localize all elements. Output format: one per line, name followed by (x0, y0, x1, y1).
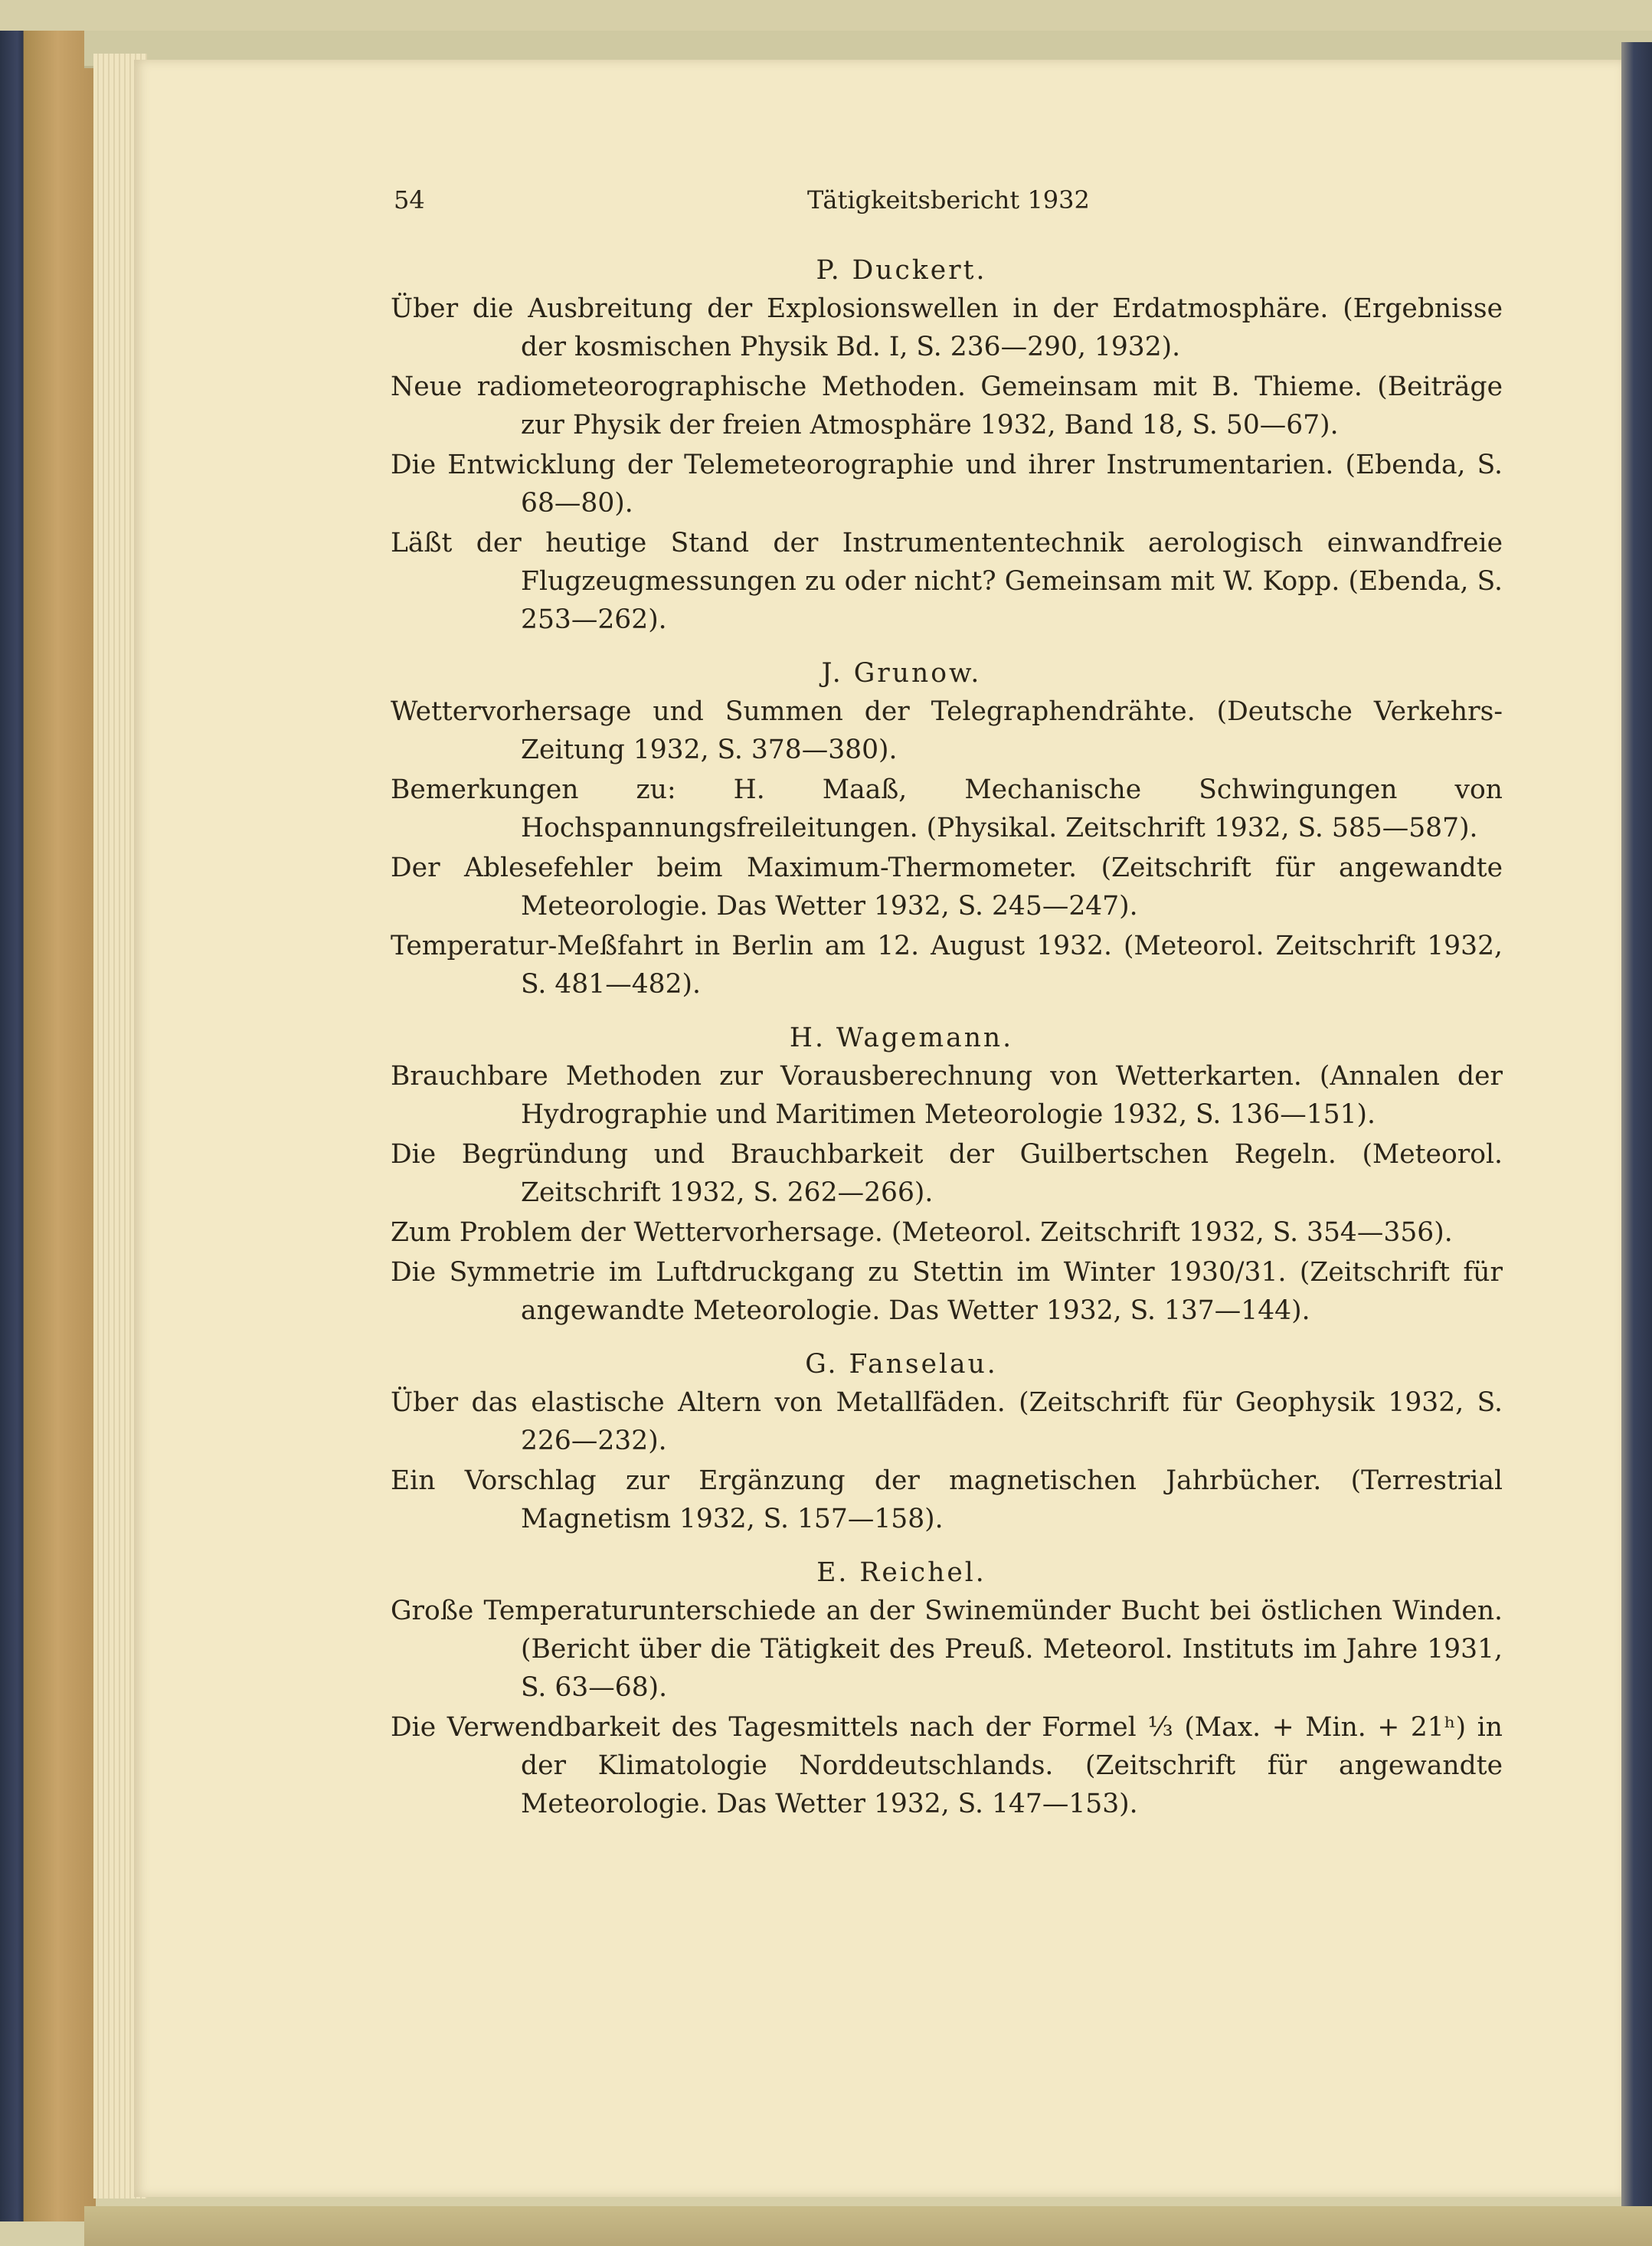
publication-entry: Die Entwicklung der Telemeteorographie und ihrer Instrumentarien. (Ebenda, S. 68—80). (391, 450, 1503, 519)
section-grunow (254, 654, 1503, 1003)
publication-entry: Ein Vorschlag zur Ergänzung der magnetischen Jahrbücher. (Terrestrial Magnetism 1932, S. 157—158). (391, 1465, 1503, 1534)
bibliography (254, 176, 1503, 1838)
author-heading: H. Wagemann. (789, 1023, 1014, 1053)
publication-entry: Brauchbare Methoden zur Vorausberechnung von Wetterkarten. (Annalen der Hydrographie und Maritimen Meteorologie 1932, S. 136—151). (391, 1061, 1503, 1130)
publication-entry: Wettervorhersage und Summen der Telegraphendrähte. (Deutsche Verkehrs-Zeitung 1932, S. 378—380). (391, 696, 1503, 765)
publication-entry: Die Verwendbarkeit des Tagesmittels nach der Formel ⅓ (Max. + Min. + 21ʰ) in der Klimatologie Norddeutschlands. (Zeitschrift für angewandte Meteorologie. Das Wetter 1932, S. 147—153). (391, 1712, 1503, 1819)
page-number: 54 (394, 185, 425, 214)
publication-entry: Bemerkungen zu: H. Maaß, Mechanische Schwingungen von Hochspannungsfreileitungen. (Physikal. Zeitschrift 1932, S. 585—587). (391, 774, 1503, 843)
section-reichel (254, 1554, 1503, 1823)
publication-entry: Läßt der heutige Stand der Instrumententechnik aerologisch einwandfreie Flugzeugmessungen zu oder nicht? Gemeinsam mit W. Kopp. (Ebenda, S. 253—262). (391, 528, 1503, 635)
author-heading: G. Fanselau. (805, 1349, 998, 1380)
book-cover-bottom (84, 2206, 1652, 2246)
publication-entry: Neue radiometeorographische Methoden. Gemeinsam mit B. Thieme. (Beiträge zur Physik der freien Atmosphäre 1932, Band 18, S. 50—67). (391, 372, 1503, 440)
publication-entry: Über das elastische Altern von Metallfäden. (Zeitschrift für Geophysik 1932, S. 226—232). (391, 1387, 1503, 1456)
book-cover-right (1621, 42, 1652, 2233)
publication-entry: Die Begründung und Brauchbarkeit der Guilbertschen Regeln. (Meteorol. Zeitschrift 1932, S. 262—266). (391, 1139, 1503, 1208)
section-fanselau (254, 1345, 1503, 1538)
publication-entry: Der Ablesefehler beim Maximum-Thermometer. (Zeitschrift für angewandte Meteorologie. Das Wetter 1932, S. 245—247). (391, 853, 1503, 922)
author-heading: J. Grunow. (821, 658, 982, 689)
publication-entry: Zum Problem der Wettervorhersage. (Meteorol. Zeitschrift 1932, S. 354—356). (391, 1217, 1453, 1248)
running-title: Tätigkeitsbericht 1932 (807, 185, 1090, 214)
publication-entry: Über die Ausbreitung der Explosionswellen in der Erdatmosphäre. (Ergebnisse der kosmischen Physik Bd. I, S. 236—290, 1932). (391, 293, 1503, 362)
book-cover-left (0, 31, 96, 2221)
publication-entry: Die Symmetrie im Luftdruckgang zu Stettin im Winter 1930/31. (Zeitschrift für angewandte Meteorologie. Das Wetter 1932, S. 137—144). (391, 1257, 1503, 1326)
publication-entry: Große Temperaturunterschiede an der Swinemünder Bucht bei östlichen Winden. (Bericht über die Tätigkeit des Preuß. Meteorol. Instituts im Jahre 1931, S. 63—68). (391, 1596, 1503, 1703)
author-heading: P. Duckert. (816, 255, 987, 286)
author-heading: E. Reichel. (816, 1557, 986, 1588)
publication-entry: Temperatur-Meßfahrt in Berlin am 12. August 1932. (Meteorol. Zeitschrift 1932, S. 481—482). (391, 931, 1503, 1000)
section-wagemann (254, 1019, 1503, 1330)
section-duckert (254, 251, 1503, 639)
